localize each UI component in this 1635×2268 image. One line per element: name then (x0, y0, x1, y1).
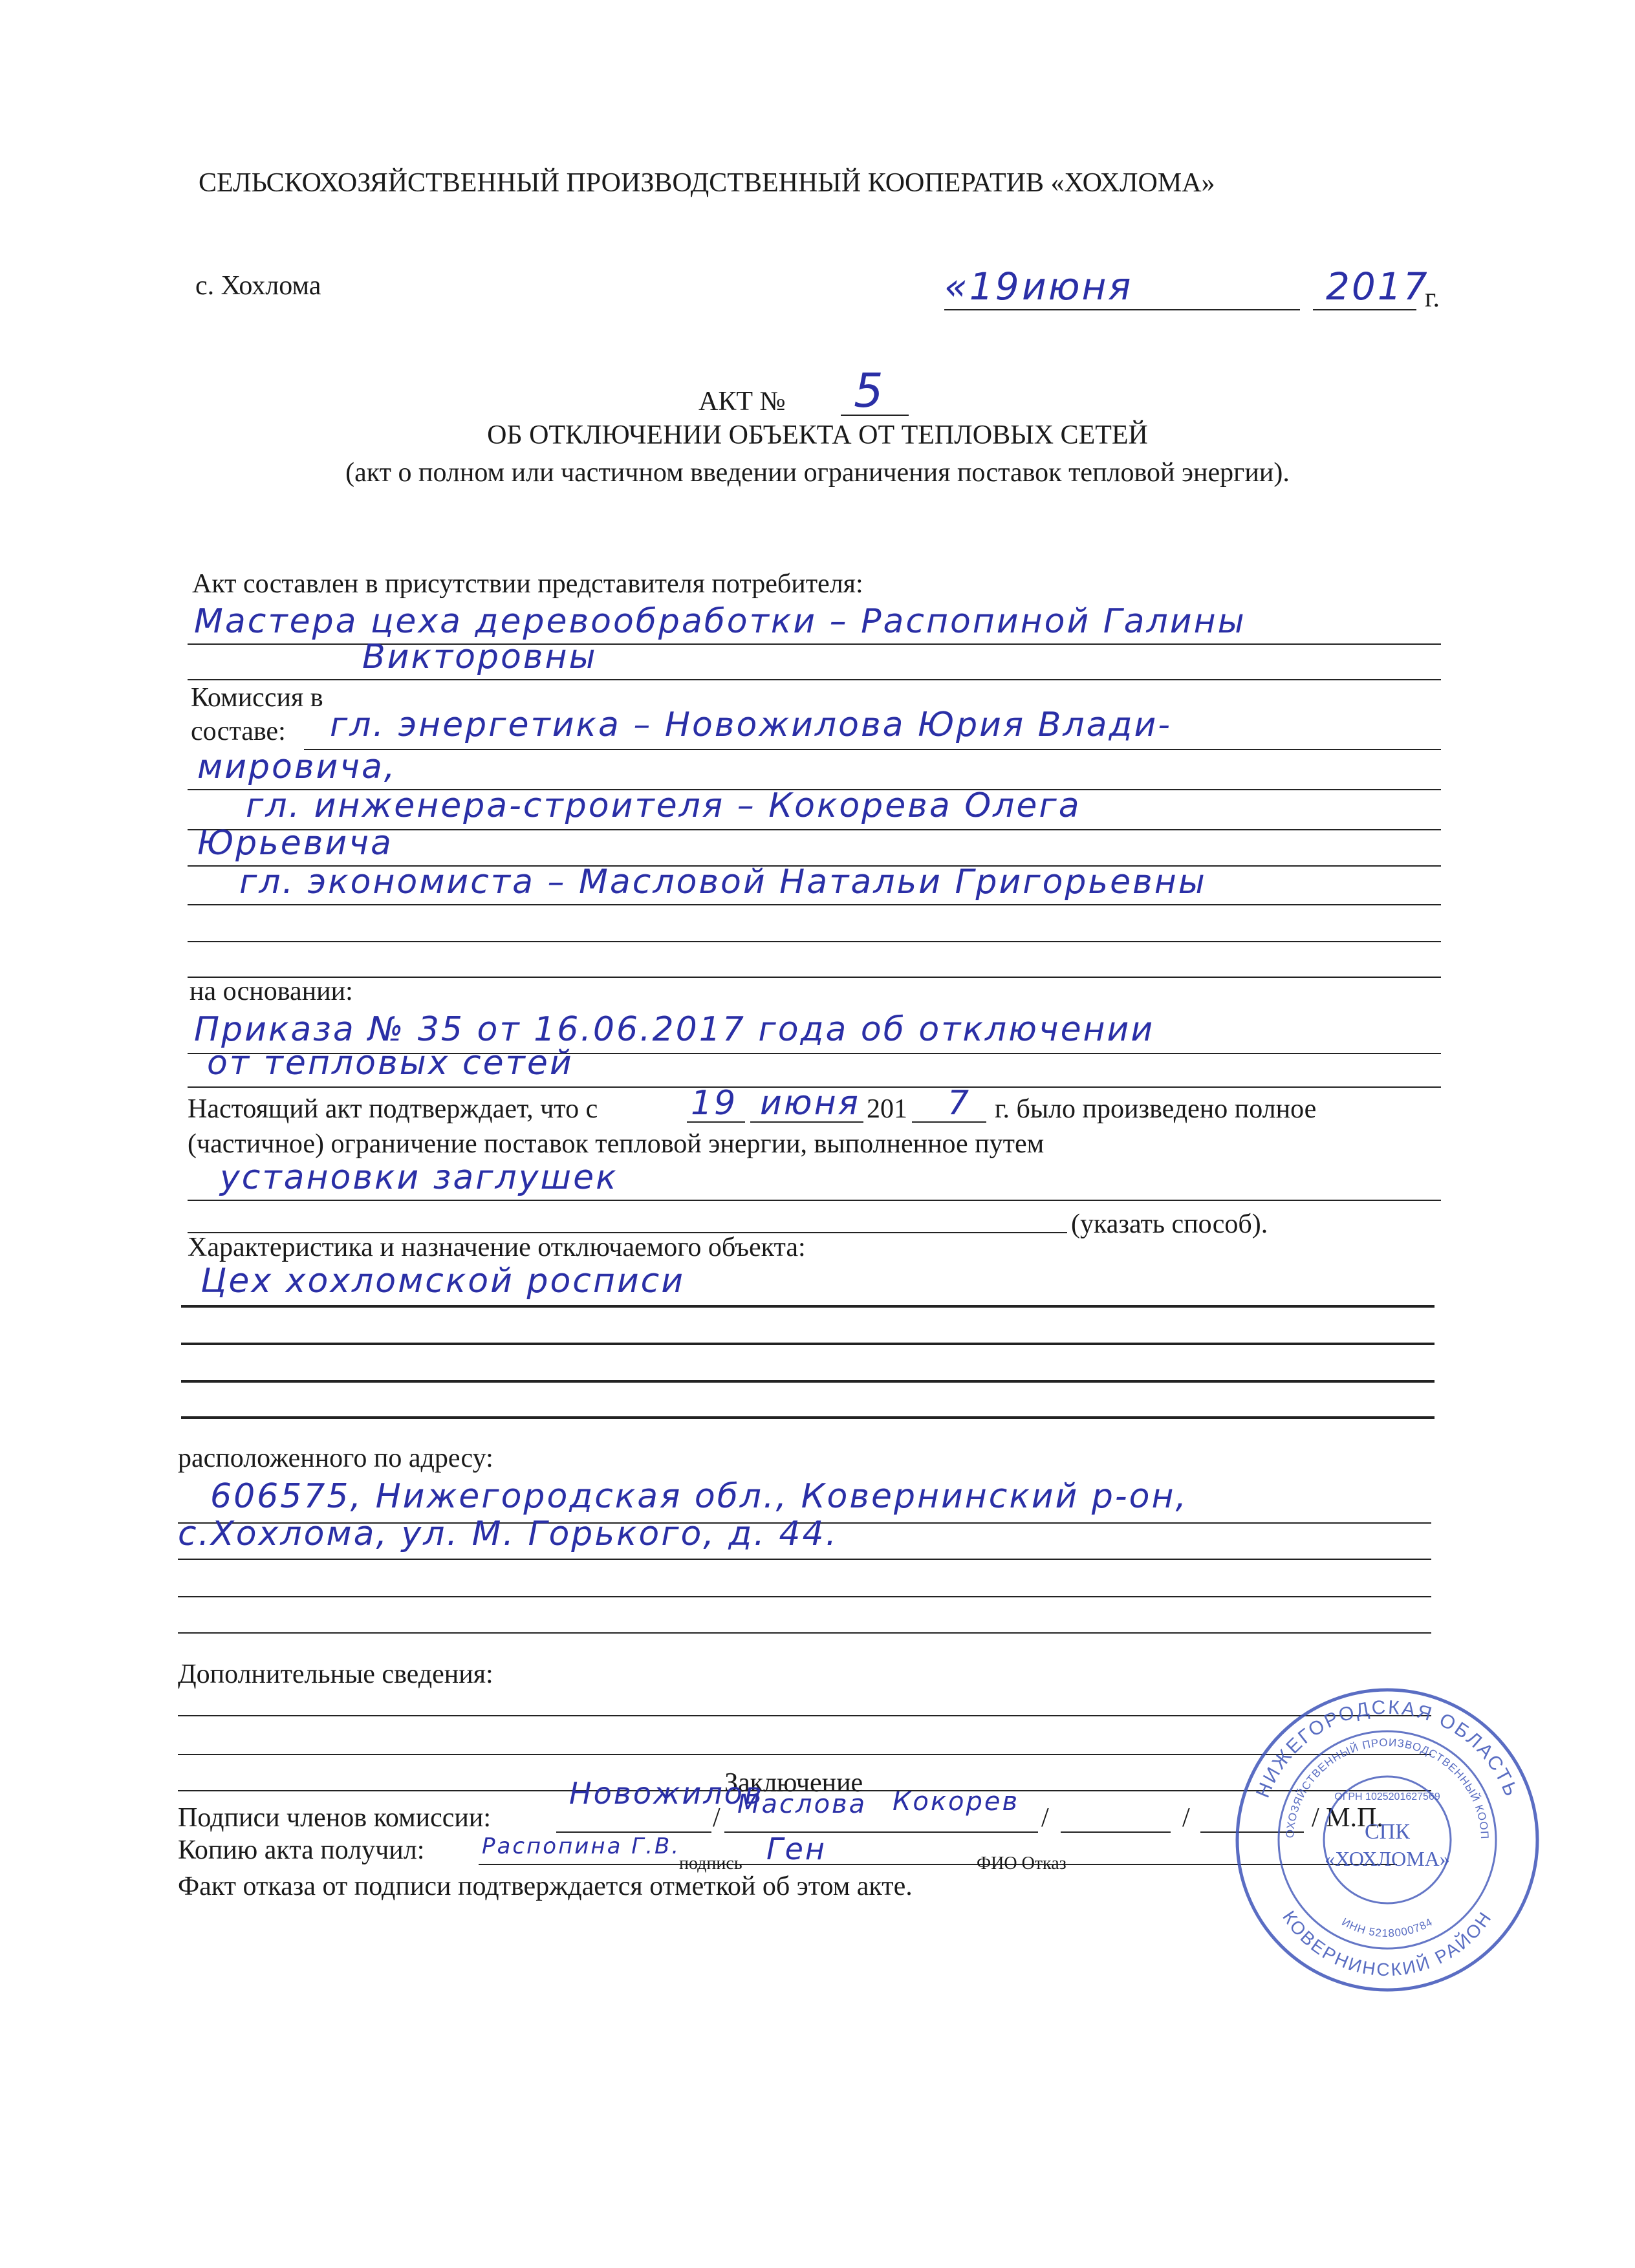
act-subtitle: (акт о полном или частичном введении ограничения поставок тепловой энергии). (345, 458, 1290, 488)
confirm-line2: (частичное) ограничение поставок тепловой энергии, выполненное путем (188, 1129, 1045, 1159)
seal-center-name: «ХОХЛОМА» (1325, 1847, 1450, 1870)
commission-line-1: гл. энергетика – Новожилова Юрия Влади- (330, 706, 1173, 744)
form-line (178, 1632, 1431, 1634)
form-line (188, 977, 1441, 978)
svg-text:ИНН 5218000784 (1339, 1916, 1435, 1939)
form-line (181, 1343, 1435, 1345)
form-line (750, 1121, 863, 1123)
year-line (1313, 309, 1416, 310)
address-line2: с.Хохлома, ул. М. Горького, д. 44. (178, 1515, 839, 1553)
confirm-year-digit: 7 (947, 1084, 971, 1123)
commission-label: Комиссия в (191, 683, 323, 713)
company-seal (1232, 1685, 1543, 1995)
form-line (1061, 1831, 1171, 1833)
basis-line1: Приказа № 35 от 16.06.2017 года об отключении (194, 1010, 1155, 1049)
confirm-day: 19 (691, 1084, 738, 1123)
form-line (181, 1305, 1435, 1308)
form-line (687, 1121, 745, 1123)
seal-graphic (1232, 1685, 1543, 1995)
mp-label: / М.П. (1312, 1803, 1383, 1833)
copy-label: Копию акта получил: (178, 1835, 425, 1865)
form-line (188, 1200, 1441, 1201)
date-day: «19 (944, 265, 1021, 308)
fio-caption: ФИО Отказ (977, 1853, 1067, 1874)
seal-outer-top: НИЖЕГОРОДСКАЯ ОБЛАСТЬ (1252, 1696, 1522, 1801)
representative-label: Акт составлен в присутствии представителя потребителя: (192, 569, 863, 599)
additional-label: Дополнительные сведения: (178, 1659, 493, 1689)
act-number: 5 (854, 363, 885, 418)
commission-label-2: составе: (191, 717, 286, 746)
confirm-text-b: 201 (867, 1094, 907, 1124)
form-line (188, 904, 1441, 905)
seal-inner: ОХОЗЯЙСТВЕННЫЙ ПРОИЗВОДСТВЕННЫЙ КООП (1283, 1736, 1491, 1840)
form-line (304, 749, 1441, 750)
form-line (912, 1121, 986, 1123)
confirm-method: установки заглушек (220, 1158, 618, 1197)
conclusion-label: Заключение (724, 1768, 863, 1798)
commission-line-4: Юрьевича (197, 824, 393, 863)
date-line (944, 309, 1300, 310)
form-line (188, 941, 1441, 942)
seal-inn: ИНН 5218000784 (1339, 1916, 1435, 1940)
object-value: Цех хохломской росписи (200, 1262, 686, 1301)
refusal-text: Факт отказа от подписи подтверждается отметкой об этом акте. (178, 1872, 913, 1901)
date-month: июня (1022, 265, 1133, 308)
act-number-line (841, 415, 909, 416)
separator: / (713, 1803, 720, 1833)
year-suffix: г. (1425, 283, 1440, 313)
form-line (178, 1596, 1431, 1597)
basis-line2: от тепловых сетей (207, 1044, 574, 1083)
seal-ogrn: ОГРН 1025201627569 (1334, 1791, 1440, 1802)
date-year: 2017 (1326, 265, 1429, 308)
signature-1: Новожилов (569, 1776, 764, 1811)
form-line (188, 679, 1441, 680)
basis-label: на основании: (189, 977, 353, 1006)
form-line (178, 1559, 1431, 1560)
confirm-text-a: Настоящий акт подтверждает, что с (188, 1094, 598, 1124)
object-label: Характеристика и назначение отключаемого объекта: (188, 1233, 806, 1262)
address-label: расположенного по адресу: (178, 1443, 493, 1473)
seal-center-abbr: СПК (1365, 1820, 1410, 1844)
signatures-label: Подписи членов комиссии: (178, 1803, 492, 1833)
representative-line2: Викторовны (362, 638, 598, 676)
signature-3: Кокорев (893, 1787, 1020, 1817)
separator: / (1041, 1803, 1049, 1833)
place-name: с. Хохлома (195, 271, 321, 301)
representative-line1: Мастера цеха деревообработки – Распопиной Галины (194, 602, 1246, 641)
sign-caption: подпись (679, 1853, 742, 1874)
copy-signature: Ген (766, 1831, 827, 1866)
address-line1: 606575, Нижегородская обл., Ковернинский р-он, (210, 1477, 1188, 1516)
separator: / (1182, 1803, 1190, 1833)
organization-name: СЕЛЬСКОХОЗЯЙСТВЕННЫЙ ПРОИЗВОДСТВЕННЫЙ КООПЕРАТИВ «ХОХЛОМА» (199, 168, 1215, 198)
signature-2: Маслова (737, 1789, 867, 1819)
confirm-month: июня (760, 1084, 860, 1123)
copy-name: Распопина Г.В. (482, 1833, 681, 1859)
confirm-text-c: г. было произведено полное (995, 1094, 1317, 1124)
commission-line-5: гл. экономиста – Масловой Натальи Григорьевны (239, 863, 1207, 902)
seal-outer-bottom: КОВЕРНИНСКИЙ РАЙОН (1279, 1907, 1496, 1980)
form-line (181, 1416, 1435, 1419)
commission-line-3: гл. инженера-строителя – Кокорева Олега (246, 786, 1081, 825)
form-line (556, 1831, 711, 1833)
act-label: АКТ № (698, 387, 786, 416)
commission-line-2: мировича, (197, 748, 397, 786)
form-line (181, 1380, 1435, 1383)
act-title: ОБ ОТКЛЮЧЕНИИ ОБЪЕКТА ОТ ТЕПЛОВЫХ СЕТЕЙ (487, 420, 1148, 450)
method-hint: (указать способ). (1071, 1209, 1268, 1239)
